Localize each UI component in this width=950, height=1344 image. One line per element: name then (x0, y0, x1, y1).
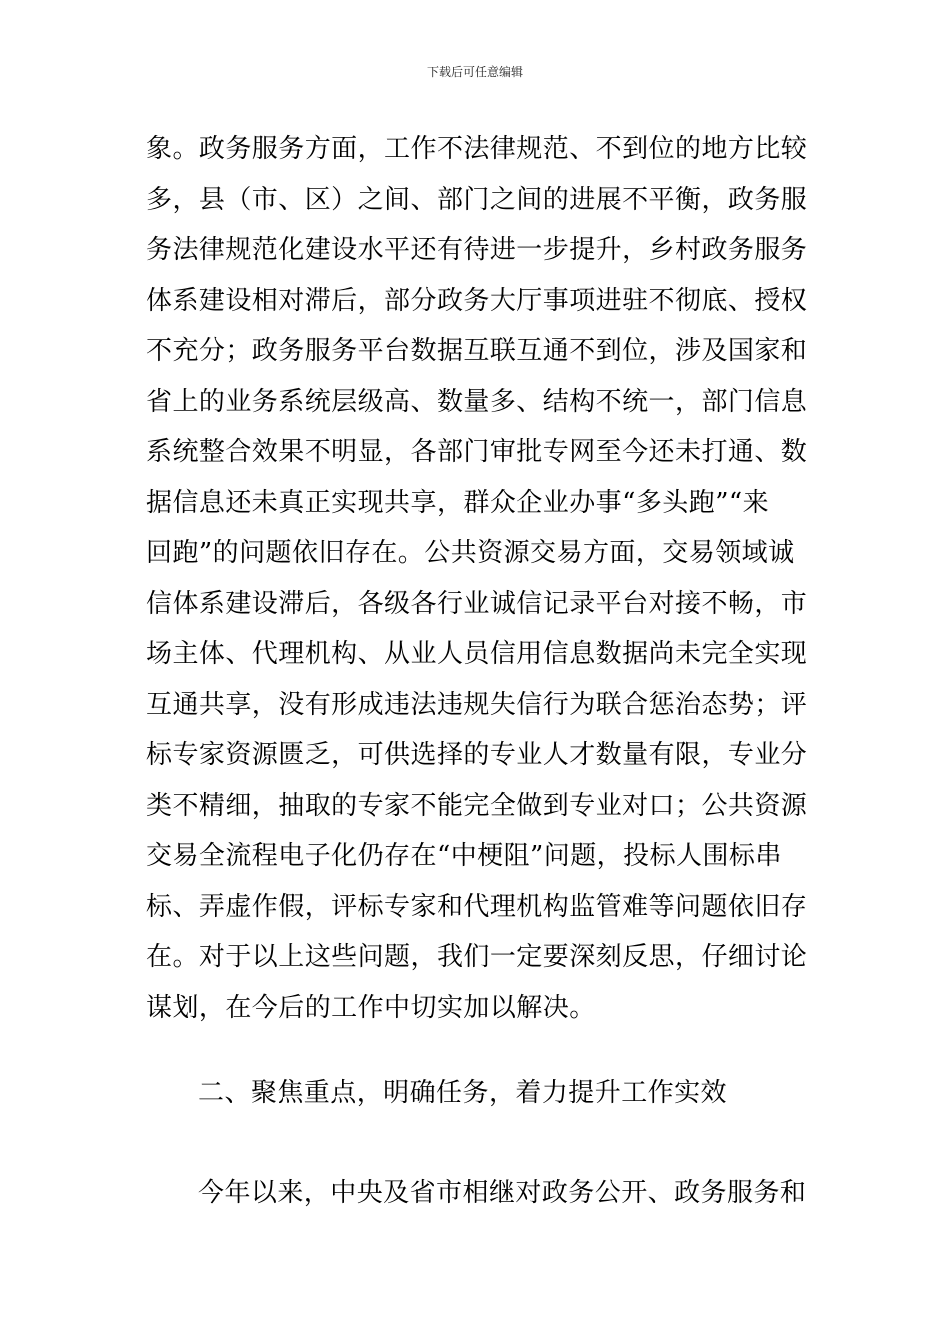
paragraph-1-line: 谋划，在今后的工作中切实加以解决。 (146, 992, 596, 1023)
paragraph-1-line: 象。政务服务方面，工作不法律规范、不到位的地方比较 (146, 134, 808, 164)
paragraph-1-line: 多，县（市、区）之间、部门之间的进展不平衡，政务服 (146, 184, 808, 215)
paragraph-1-line: 系统整合效果不明显，各部门审批专网至今还未打通、数 (146, 437, 808, 467)
section-2-heading: 二、聚焦重点，明确任务，着力提升工作实效 (198, 1078, 728, 1108)
paragraph-1-line: 不充分；政务服务平台数据互联互通不到位，涉及国家和 (146, 336, 808, 366)
paragraph-1-line: 交易全流程电子化仍存在“中梗阻”问题，投标人围标串 (146, 841, 782, 871)
paragraph-1-line: 回跑”的问题依旧存在。公共资源交易方面，交易领域诚 (146, 538, 795, 568)
paragraph-1-line: 体系建设相对滞后，部分政务大厅事项进驻不彻底、授权 (146, 285, 808, 316)
paragraph-1-line: 据信息还未真正实现共享，群众企业办事“多头跑”“来 (146, 487, 770, 518)
paragraph-1-line: 务法律规范化建设水平还有待进一步提升，乡村政务服务 (146, 235, 808, 265)
page-header-note: 下载后可任意编辑 (426, 65, 523, 79)
paragraph-1-line: 场主体、代理机构、从业人员信用信息数据尚未完全实现 (146, 639, 808, 669)
paragraph-2: 今年以来，中央及省市相继对政务公开、政务服务和 (198, 1178, 807, 1208)
paragraph-1-line: 信体系建设滞后，各级各行业诚信记录平台对接不畅，市 (146, 588, 808, 619)
paragraph-1-line: 标、弄虚作假，评标专家和代理机构监管难等问题依旧存 (146, 891, 808, 922)
paragraph-1 (146, 124, 806, 1033)
paragraph-1-line: 互通共享，没有形成违法违规失信行为联合惩治态势；评 (146, 689, 808, 720)
paragraph-1-line: 省上的业务系统层级高、数量多、结构不统一，部门信息 (146, 386, 808, 417)
paragraph-1-line: 在。对于以上这些问题，我们一定要深刻反思，仔细讨论 (146, 942, 808, 972)
paragraph-1-line: 类不精细，抽取的专家不能完全做到专业对口；公共资源 (146, 790, 808, 821)
paragraph-1-line: 标专家资源匮乏，可供选择的专业人才数量有限，专业分 (146, 740, 808, 770)
